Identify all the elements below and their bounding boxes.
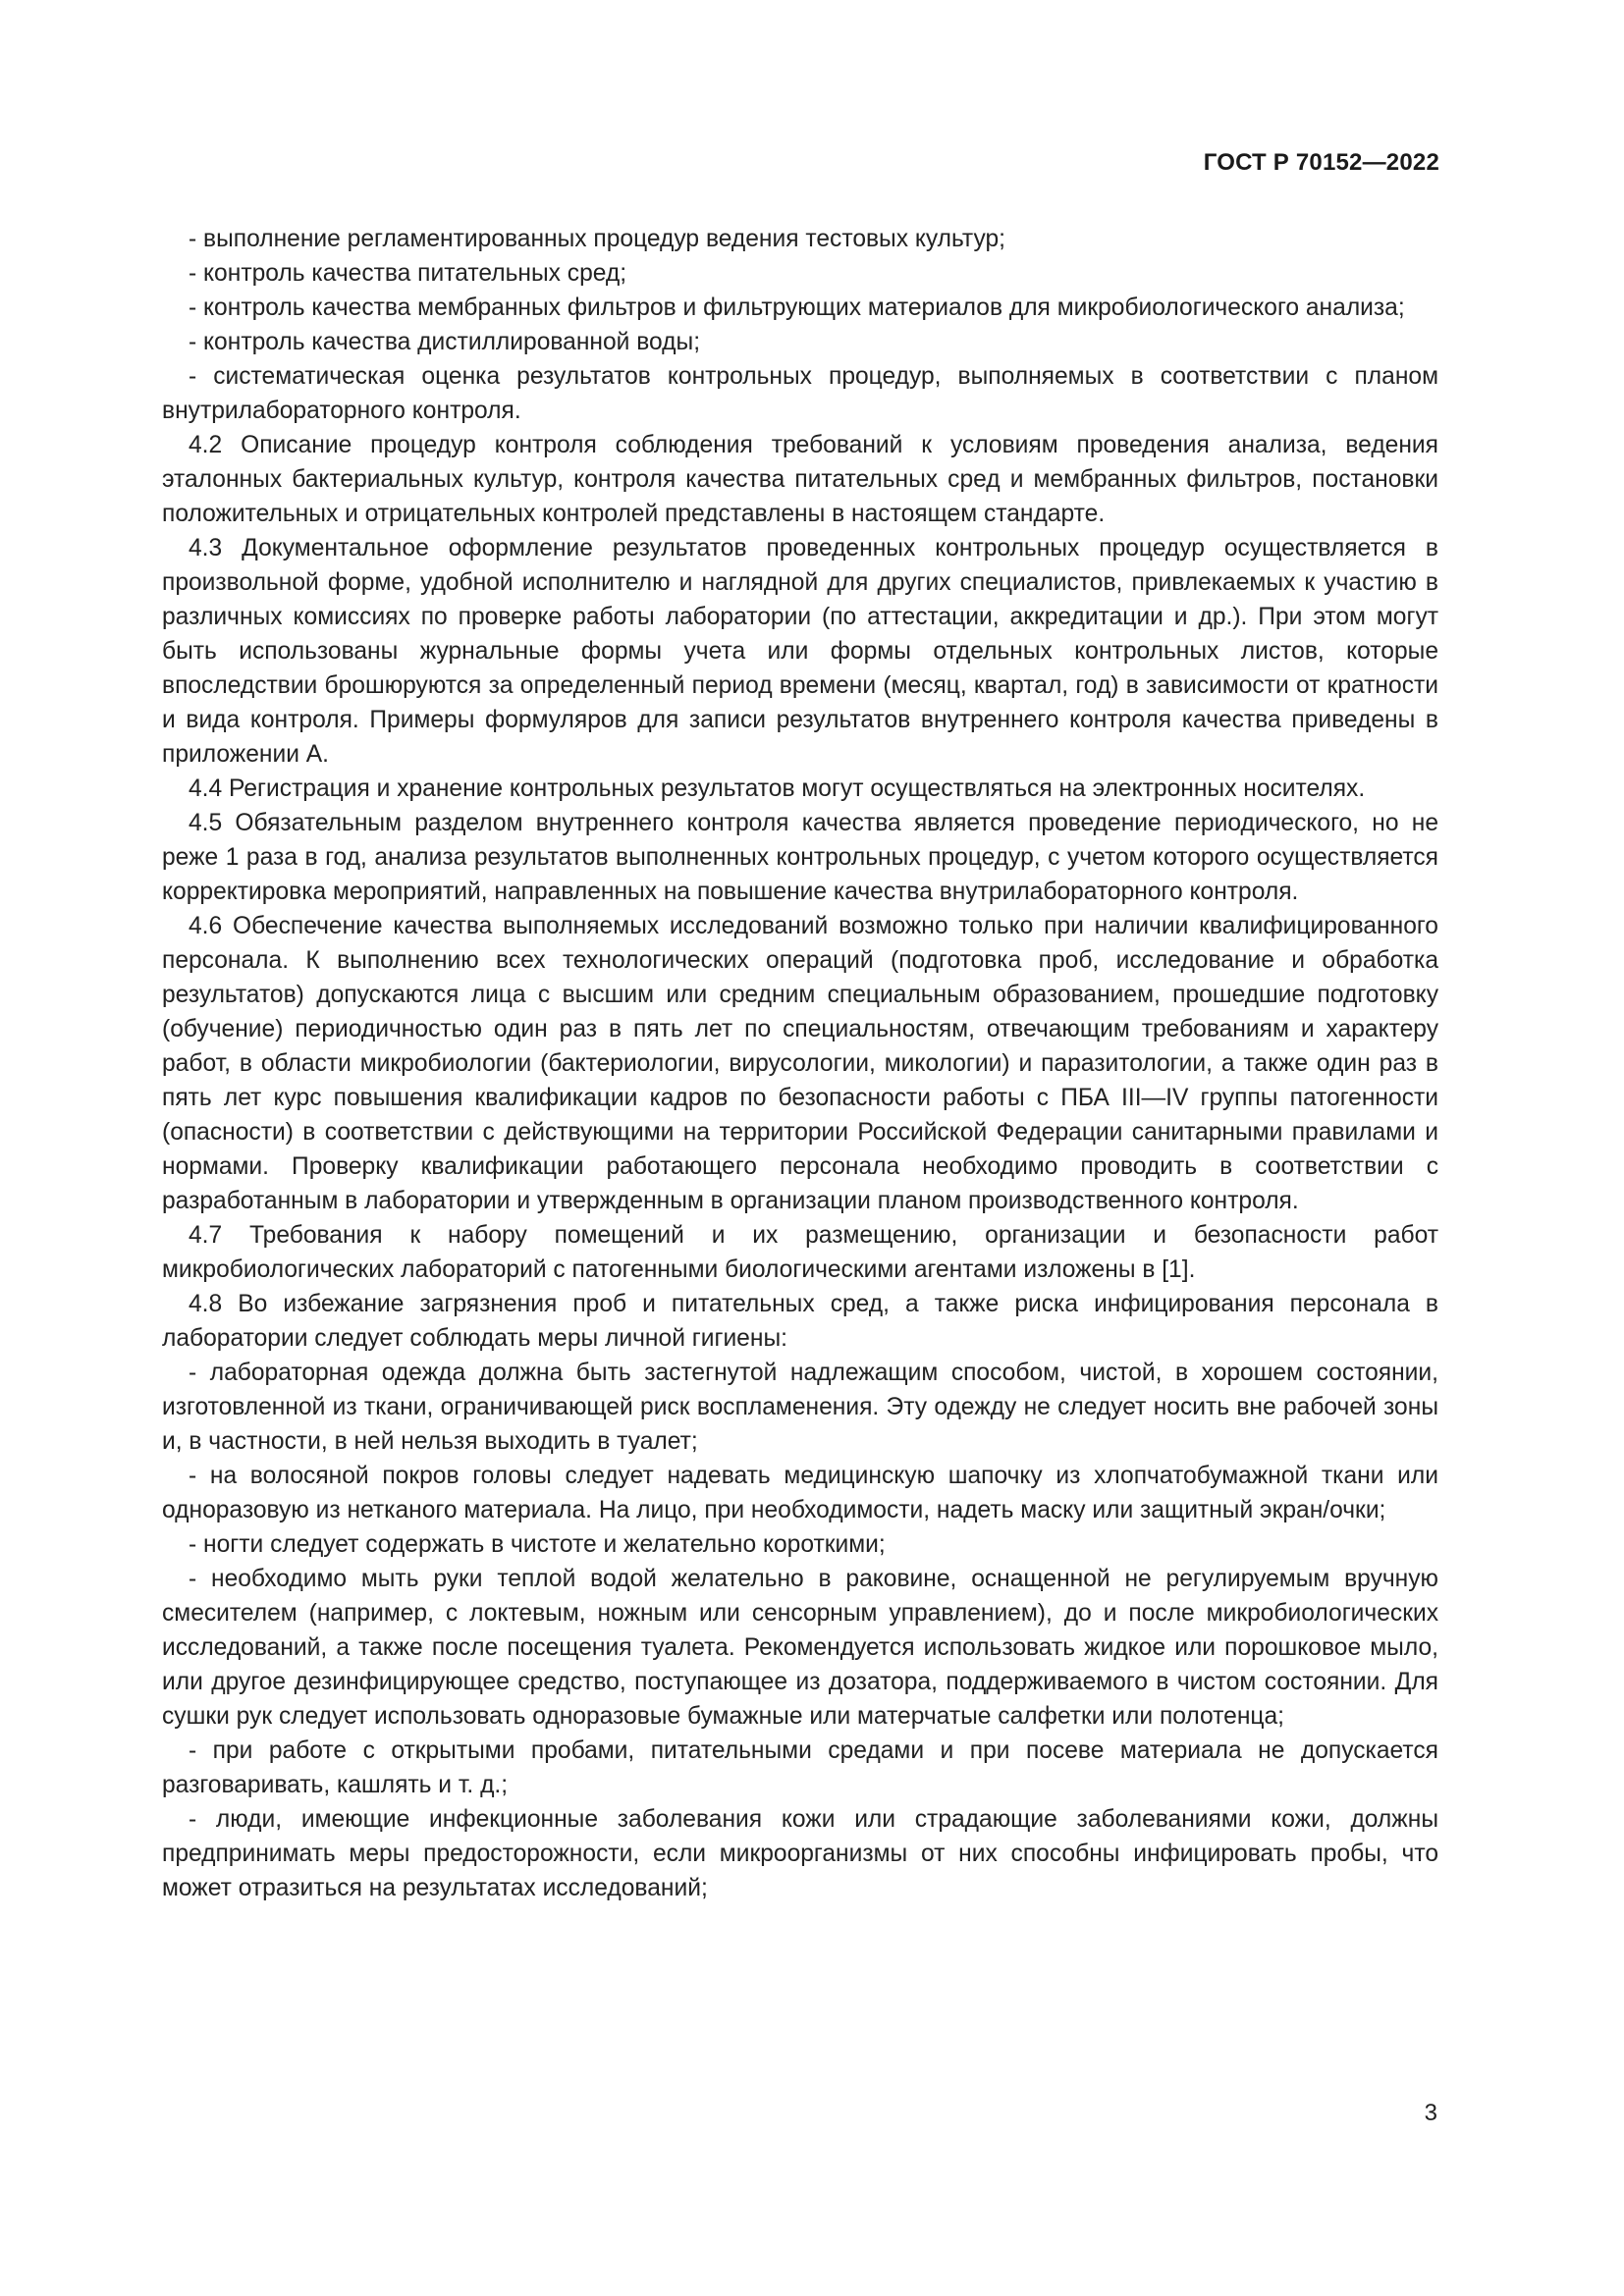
body-text xyxy=(162,222,1438,1905)
list-item-head-cover: - на волосяной покров головы следует надевать медицинскую шапочку из хлопчатобумажной ткани или одноразовую из нетканого материала. На лицо, при необходимости, надеть маску или защитный экран/очки; xyxy=(162,1463,1438,1523)
list-item-nails: - ногти следует содержать в чистоте и желательно короткими; xyxy=(189,1531,886,1558)
document-id-header: ГОСТ Р 70152—2022 xyxy=(1203,149,1439,176)
list-item-systematic-evaluation: - систематическая оценка результатов контрольных процедур, выполняемых в соответствии с планом внутрилабораторного контроля. xyxy=(162,363,1438,424)
clause-4-5: 4.5 Обязательным разделом внутреннего контроля качества является проведение периодического, но не реже 1 раза в год, анализа результатов выполненных контрольных процедур, с учетом которого осуществляется корректировка мероприятий, направленных на повышение качества внутрилабораторного контроля. xyxy=(162,810,1438,905)
clause-4-3: 4.3 Документальное оформление результатов проведенных контрольных процедур осуществляется в произвольной форме, удобной исполнителю и наглядной для других специалистов, привлекаемых к участию в различных комиссиях по проверке работы лаборатории (по аттестации, аккредитации и др.). При этом могут быть использованы журнальные формы учета или формы отдельных контрольных листов, которые впоследствии брошюруются за определенный период времени (месяц, квартал, год) в зависимости от кратности и вида контроля. Примеры формуляров для записи результатов внутреннего контроля качества приведены в приложении А. xyxy=(162,535,1438,768)
list-item-membrane-filters: - контроль качества мембранных фильтров и фильтрующих материалов для микробиологического анализа; xyxy=(189,294,1405,321)
clause-4-8: 4.8 Во избежание загрязнения проб и питательных сред, а также риска инфицирования персонала в лаборатории следует соблюдать меры личной гигиены: xyxy=(162,1291,1438,1352)
list-item-no-talking: - при работе с открытыми пробами, питательными средами и при посеве материала не допускается разговаривать, кашлять и т. д.; xyxy=(162,1737,1438,1798)
clause-4-6: 4.6 Обеспечение качества выполняемых исследований возможно только при наличии квалифицированного персонала. К выполнению всех технологических операций (подготовка проб, исследование и обработка результатов) допускаются лица с высшим или средним специальным образованием, прошедшие подготовку (обучение) периодичностью один раз в пять лет по специальностям, отвечающим требованиям и характеру работ, в области микробиологии (бактериологии, вирусологии, микологии) и паразитологии, а также один раз в пять лет курс повышения квалификации кадров по безопасности работы с ПБА III—IV группы патогенности (опасности) в соответствии с действующими на территории Российской Федерации санитарными правилами и нормами. Проверку квалификации работающего персонала необходимо проводить в соответствии с разработанным в лаборатории и утвержденным в организации планом производственного контроля. xyxy=(162,913,1438,1214)
page-number: 3 xyxy=(1424,2100,1437,2126)
clause-4-7: 4.7 Требования к набору помещений и их размещению, организации и безопасности работ микробиологических лабораторий с патогенными биологическими агентами изложены в [1]. xyxy=(162,1222,1438,1283)
list-item-media-quality: - контроль качества питательных сред; xyxy=(189,260,627,287)
list-item-test-cultures: - выполнение регламентированных процедур ведения тестовых культур; xyxy=(189,226,1005,252)
list-item-hand-washing: - необходимо мыть руки теплой водой желательно в раковине, оснащенной не регулируемым вручную смесителем (например, с локтевым, ножным или сенсорным управлением), до и после микробиологических исследований, а также после посещения туалета. Рекомендуется использовать жидкое или порошковое мыло, или другое дезинфицирующее средство, поступающее из дозатора, поддерживаемого в чистом состоянии. Для сушки рук следует использовать одноразовые бумажные или матерчатые салфетки или полотенца; xyxy=(162,1566,1438,1730)
list-item-lab-clothing: - лабораторная одежда должна быть застегнутой надлежащим способом, чистой, в хорошем состоянии, изготовленной из ткани, ограничивающей риск воспламенения. Эту одежду не следует носить вне рабочей зоны и, в частности, в ней нельзя выходить в туалет; xyxy=(162,1360,1438,1455)
list-item-skin-diseases: - люди, имеющие инфекционные заболевания кожи или страдающие заболеваниями кожи, должны предпринимать меры предосторожности, если микроорганизмы от них способны инфицировать пробы, что может отразиться на результатах исследований; xyxy=(162,1806,1438,1901)
clause-4-4: 4.4 Регистрация и хранение контрольных результатов могут осуществляться на электронных носителях. xyxy=(189,775,1366,802)
list-item-distilled-water: - контроль качества дистиллированной воды; xyxy=(189,329,701,355)
clause-4-2: 4.2 Описание процедур контроля соблюдения требований к условиям проведения анализа, ведения эталонных бактериальных культур, контроля качества питательных сред и мембранных фильтров, постановки положительных и отрицательных контролей представлены в настоящем стандарте. xyxy=(162,432,1438,527)
